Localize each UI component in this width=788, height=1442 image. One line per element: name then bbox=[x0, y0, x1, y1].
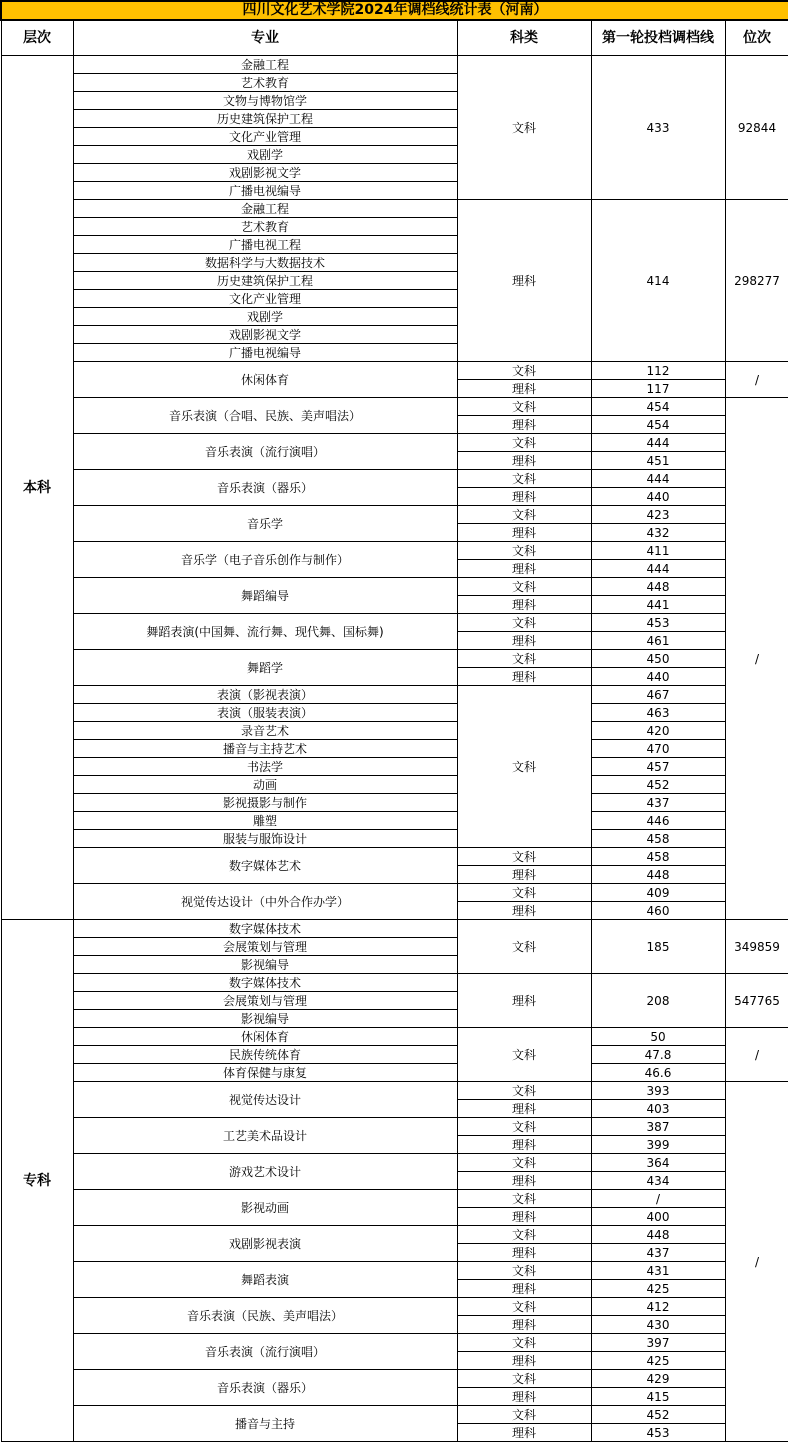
subject-cell: 文科 bbox=[457, 56, 591, 200]
subject-cell: 文科 bbox=[457, 1226, 591, 1244]
score-cell: 444 bbox=[591, 434, 725, 452]
major-name: 动画 bbox=[73, 776, 457, 794]
subject-cell: 文科 bbox=[457, 848, 591, 866]
score-cell: 453 bbox=[591, 614, 725, 632]
rank-cell: 92844 bbox=[725, 56, 788, 200]
major-name: 戏剧学 bbox=[73, 308, 457, 326]
major-name: 数字媒体技术 bbox=[73, 974, 457, 992]
score-cell: 397 bbox=[591, 1334, 725, 1352]
major-name: 金融工程 bbox=[73, 200, 457, 218]
table-row bbox=[1, 506, 788, 524]
table-title: 四川文化艺术学院2024年调档线统计表（河南） bbox=[1, 1, 788, 20]
major-name: 文化产业管理 bbox=[73, 128, 457, 146]
table-row bbox=[1, 686, 788, 704]
table-row bbox=[1, 650, 788, 668]
score-cell: 420 bbox=[591, 722, 725, 740]
subject-cell: 理科 bbox=[457, 866, 591, 884]
major-name: 影视动画 bbox=[73, 1190, 457, 1226]
subject-cell: 文科 bbox=[457, 542, 591, 560]
major-name: 文化产业管理 bbox=[73, 290, 457, 308]
rank-cell: / bbox=[725, 398, 788, 920]
subject-cell: 文科 bbox=[457, 1262, 591, 1280]
table-row bbox=[1, 812, 788, 830]
major-name: 游戏艺术设计 bbox=[73, 1154, 457, 1190]
table-row bbox=[1, 1028, 788, 1046]
major-name: 文物与博物馆学 bbox=[73, 92, 457, 110]
major-name: 音乐表演（流行演唱） bbox=[73, 1334, 457, 1370]
score-cell: 423 bbox=[591, 506, 725, 524]
table-row bbox=[1, 920, 788, 938]
major-name: 表演（影视表演） bbox=[73, 686, 457, 704]
score-cell: 387 bbox=[591, 1118, 725, 1136]
major-name: 戏剧影视文学 bbox=[73, 164, 457, 182]
score-cell: 185 bbox=[591, 920, 725, 974]
subject-cell: 理科 bbox=[457, 416, 591, 434]
major-name: 广播电视编导 bbox=[73, 344, 457, 362]
score-cell: 452 bbox=[591, 776, 725, 794]
subject-cell: 理科 bbox=[457, 1424, 591, 1442]
table-row bbox=[1, 1298, 788, 1316]
score-cell: 440 bbox=[591, 668, 725, 686]
subject-cell: 理科 bbox=[457, 902, 591, 920]
score-cell: 457 bbox=[591, 758, 725, 776]
table-row bbox=[1, 722, 788, 740]
table-row bbox=[1, 1190, 788, 1208]
major-name: 会展策划与管理 bbox=[73, 992, 457, 1010]
table-row bbox=[1, 542, 788, 560]
table-row bbox=[1, 434, 788, 452]
major-name: 服装与服饰设计 bbox=[73, 830, 457, 848]
rank-cell: / bbox=[725, 1082, 788, 1442]
score-cell: 444 bbox=[591, 560, 725, 578]
score-cell: 454 bbox=[591, 398, 725, 416]
major-name: 书法学 bbox=[73, 758, 457, 776]
score-cell: 403 bbox=[591, 1100, 725, 1118]
major-name: 影视编导 bbox=[73, 956, 457, 974]
score-cell: 46.6 bbox=[591, 1064, 725, 1082]
major-name: 数字媒体艺术 bbox=[73, 848, 457, 884]
major-name: 音乐学（电子音乐创作与制作） bbox=[73, 542, 457, 578]
major-name: 影视摄影与制作 bbox=[73, 794, 457, 812]
major-name: 戏剧影视文学 bbox=[73, 326, 457, 344]
score-cell: 47.8 bbox=[591, 1046, 725, 1064]
score-cell: 434 bbox=[591, 1172, 725, 1190]
major-name: 音乐表演（合唱、民族、美声唱法） bbox=[73, 398, 457, 434]
major-name: 舞蹈编导 bbox=[73, 578, 457, 614]
table-row bbox=[1, 758, 788, 776]
major-name: 雕塑 bbox=[73, 812, 457, 830]
score-cell: 467 bbox=[591, 686, 725, 704]
table-row bbox=[1, 578, 788, 596]
score-cell: 433 bbox=[591, 56, 725, 200]
score-cell: 414 bbox=[591, 200, 725, 362]
subject-cell: 文科 bbox=[457, 1028, 591, 1082]
level-cell: 本科 bbox=[1, 56, 73, 920]
major-name: 视觉传达设计（中外合作办学） bbox=[73, 884, 457, 920]
score-cell: 430 bbox=[591, 1316, 725, 1334]
subject-cell: 文科 bbox=[457, 1190, 591, 1208]
score-cell: 448 bbox=[591, 866, 725, 884]
major-name: 视觉传达设计 bbox=[73, 1082, 457, 1118]
subject-cell: 理科 bbox=[457, 200, 591, 362]
score-cell: 450 bbox=[591, 650, 725, 668]
table-row bbox=[1, 1118, 788, 1136]
major-name: 工艺美术品设计 bbox=[73, 1118, 457, 1154]
subject-cell: 理科 bbox=[457, 1388, 591, 1406]
major-name: 播音与主持 bbox=[73, 1406, 457, 1442]
major-name: 戏剧影视表演 bbox=[73, 1226, 457, 1262]
rank-cell: / bbox=[725, 1028, 788, 1082]
subject-cell: 理科 bbox=[457, 380, 591, 398]
major-name: 历史建筑保护工程 bbox=[73, 272, 457, 290]
table-row bbox=[1, 884, 788, 902]
subject-cell: 理科 bbox=[457, 1316, 591, 1334]
subject-cell: 理科 bbox=[457, 560, 591, 578]
score-cell: 437 bbox=[591, 794, 725, 812]
score-cell: 463 bbox=[591, 704, 725, 722]
major-name: 表演（服装表演） bbox=[73, 704, 457, 722]
rank-cell: 298277 bbox=[725, 200, 788, 362]
subject-cell: 文科 bbox=[457, 1298, 591, 1316]
score-cell: 437 bbox=[591, 1244, 725, 1262]
table-row bbox=[1, 362, 788, 380]
score-cell: 425 bbox=[591, 1280, 725, 1298]
subject-cell: 理科 bbox=[457, 1136, 591, 1154]
subject-cell: 文科 bbox=[457, 686, 591, 848]
table-row bbox=[1, 56, 788, 74]
subject-cell: 理科 bbox=[457, 632, 591, 650]
major-name: 休闲体育 bbox=[73, 1028, 457, 1046]
level-cell: 专科 bbox=[1, 920, 73, 1442]
subject-cell: 理科 bbox=[457, 596, 591, 614]
table-row bbox=[1, 1334, 788, 1352]
table-row bbox=[1, 1406, 788, 1424]
table-row bbox=[1, 1082, 788, 1100]
score-cell: 440 bbox=[591, 488, 725, 506]
score-cell: 461 bbox=[591, 632, 725, 650]
subject-cell: 理科 bbox=[457, 1244, 591, 1262]
table-row bbox=[1, 776, 788, 794]
major-name: 民族传统体育 bbox=[73, 1046, 457, 1064]
subject-cell: 理科 bbox=[457, 452, 591, 470]
score-cell: 458 bbox=[591, 830, 725, 848]
subject-cell: 理科 bbox=[457, 488, 591, 506]
major-name: 广播电视工程 bbox=[73, 236, 457, 254]
subject-cell: 文科 bbox=[457, 1370, 591, 1388]
score-cell: 415 bbox=[591, 1388, 725, 1406]
subject-cell: 文科 bbox=[457, 362, 591, 380]
header-subject: 科类 bbox=[457, 20, 591, 56]
header-level: 层次 bbox=[1, 20, 73, 56]
score-cell: 444 bbox=[591, 470, 725, 488]
score-cell: 431 bbox=[591, 1262, 725, 1280]
score-cell: 470 bbox=[591, 740, 725, 758]
subject-cell: 文科 bbox=[457, 920, 591, 974]
subject-cell: 文科 bbox=[457, 884, 591, 902]
subject-cell: 文科 bbox=[457, 1118, 591, 1136]
score-cell: 208 bbox=[591, 974, 725, 1028]
score-cell: 409 bbox=[591, 884, 725, 902]
table-row bbox=[1, 1226, 788, 1244]
score-cell: 448 bbox=[591, 578, 725, 596]
subject-cell: 理科 bbox=[457, 1280, 591, 1298]
subject-cell: 文科 bbox=[457, 1406, 591, 1424]
major-name: 艺术教育 bbox=[73, 74, 457, 92]
score-cell: 458 bbox=[591, 848, 725, 866]
score-cell: 425 bbox=[591, 1352, 725, 1370]
score-cell: 429 bbox=[591, 1370, 725, 1388]
score-cell: 399 bbox=[591, 1136, 725, 1154]
header-rank: 位次 bbox=[725, 20, 788, 56]
score-cell: 400 bbox=[591, 1208, 725, 1226]
subject-cell: 理科 bbox=[457, 524, 591, 542]
score-cell: 441 bbox=[591, 596, 725, 614]
subject-cell: 文科 bbox=[457, 1334, 591, 1352]
major-name: 音乐表演（器乐） bbox=[73, 1370, 457, 1406]
table-row bbox=[1, 614, 788, 632]
subject-cell: 理科 bbox=[457, 1208, 591, 1226]
table-row bbox=[1, 1046, 788, 1064]
subject-cell: 文科 bbox=[457, 614, 591, 632]
table-row bbox=[1, 830, 788, 848]
score-cell: 393 bbox=[591, 1082, 725, 1100]
subject-cell: 理科 bbox=[457, 974, 591, 1028]
subject-cell: 理科 bbox=[457, 668, 591, 686]
major-name: 音乐表演（民族、美声唱法） bbox=[73, 1298, 457, 1334]
score-cell: 448 bbox=[591, 1226, 725, 1244]
score-cell: / bbox=[591, 1190, 725, 1208]
major-name: 播音与主持艺术 bbox=[73, 740, 457, 758]
table-row bbox=[1, 470, 788, 488]
table-row bbox=[1, 398, 788, 416]
table-row bbox=[1, 974, 788, 992]
subject-cell: 文科 bbox=[457, 1082, 591, 1100]
rank-cell: 547765 bbox=[725, 974, 788, 1028]
score-cell: 460 bbox=[591, 902, 725, 920]
major-name: 数据科学与大数据技术 bbox=[73, 254, 457, 272]
table-row bbox=[1, 704, 788, 722]
rank-cell: 349859 bbox=[725, 920, 788, 974]
major-name: 音乐表演（流行演唱） bbox=[73, 434, 457, 470]
subject-cell: 文科 bbox=[457, 578, 591, 596]
subject-cell: 文科 bbox=[457, 398, 591, 416]
score-cell: 412 bbox=[591, 1298, 725, 1316]
table-row bbox=[1, 1064, 788, 1082]
score-cell: 411 bbox=[591, 542, 725, 560]
major-name: 舞蹈表演(中国舞、流行舞、现代舞、国标舞) bbox=[73, 614, 457, 650]
subject-cell: 理科 bbox=[457, 1352, 591, 1370]
major-name: 广播电视编导 bbox=[73, 182, 457, 200]
major-name: 舞蹈学 bbox=[73, 650, 457, 686]
table-row bbox=[1, 200, 788, 218]
major-name: 艺术教育 bbox=[73, 218, 457, 236]
table-row bbox=[1, 848, 788, 866]
subject-cell: 理科 bbox=[457, 1100, 591, 1118]
score-cell: 112 bbox=[591, 362, 725, 380]
score-cell: 454 bbox=[591, 416, 725, 434]
header-score: 第一轮投档调档线 bbox=[591, 20, 725, 56]
subject-cell: 文科 bbox=[457, 506, 591, 524]
major-name: 会展策划与管理 bbox=[73, 938, 457, 956]
major-name: 音乐表演（器乐） bbox=[73, 470, 457, 506]
major-name: 影视编导 bbox=[73, 1010, 457, 1028]
score-cell: 432 bbox=[591, 524, 725, 542]
major-name: 休闲体育 bbox=[73, 362, 457, 398]
major-name: 体育保健与康复 bbox=[73, 1064, 457, 1082]
major-name: 戏剧学 bbox=[73, 146, 457, 164]
table-row bbox=[1, 1370, 788, 1388]
major-name: 音乐学 bbox=[73, 506, 457, 542]
major-name: 历史建筑保护工程 bbox=[73, 110, 457, 128]
rank-cell: / bbox=[725, 362, 788, 398]
major-name: 金融工程 bbox=[73, 56, 457, 74]
table-row bbox=[1, 1262, 788, 1280]
subject-cell: 文科 bbox=[457, 1154, 591, 1172]
subject-cell: 文科 bbox=[457, 434, 591, 452]
table-row bbox=[1, 1154, 788, 1172]
score-cell: 446 bbox=[591, 812, 725, 830]
score-cell: 364 bbox=[591, 1154, 725, 1172]
major-name: 数字媒体技术 bbox=[73, 920, 457, 938]
subject-cell: 文科 bbox=[457, 470, 591, 488]
score-cell: 452 bbox=[591, 1406, 725, 1424]
major-name: 舞蹈表演 bbox=[73, 1262, 457, 1298]
major-name: 录音艺术 bbox=[73, 722, 457, 740]
subject-cell: 文科 bbox=[457, 650, 591, 668]
score-cell: 50 bbox=[591, 1028, 725, 1046]
table-row bbox=[1, 740, 788, 758]
header-major: 专业 bbox=[73, 20, 457, 56]
table-row bbox=[1, 794, 788, 812]
score-cell: 451 bbox=[591, 452, 725, 470]
score-cell: 117 bbox=[591, 380, 725, 398]
score-cell: 453 bbox=[591, 1424, 725, 1442]
subject-cell: 理科 bbox=[457, 1172, 591, 1190]
